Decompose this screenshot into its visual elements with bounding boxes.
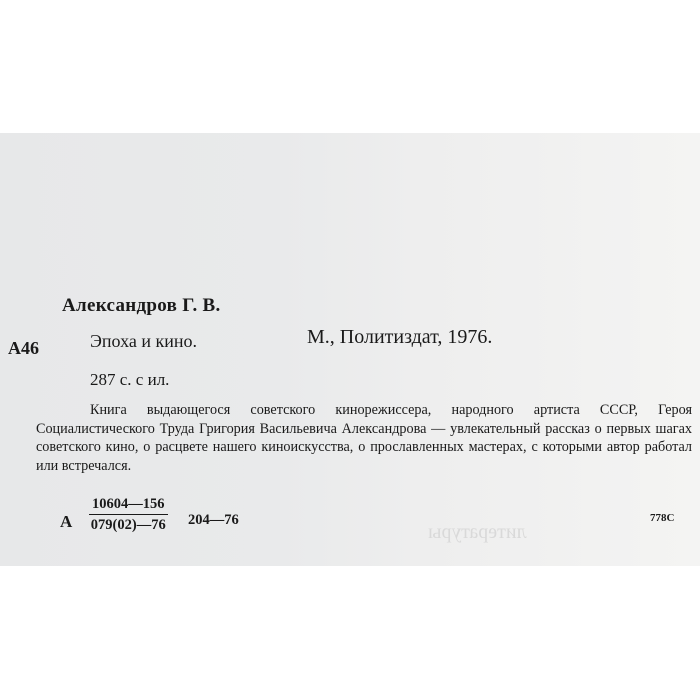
catalog-code: А46 <box>8 338 39 358</box>
book-title: Эпоха и кино. <box>90 331 197 351</box>
annotation-text: Книга выдающегося советского кинорежиссера, народного артиста СССР, Героя Социалистического Труда Григория Васильевича Александрова — увлекательный рассказ о первых шагах советского кино, о расцвете нашего киноискусства, о прославленных мастерах, с которыми автор работал или встречался. <box>36 402 692 474</box>
page-count: 287 с. с ил. <box>90 370 170 389</box>
catalog-card <box>0 133 700 566</box>
index-denominator: 079(02)—76 <box>89 514 168 534</box>
copyright-code: 778С <box>650 512 675 524</box>
index-letter: А <box>60 512 73 531</box>
annotation <box>36 401 692 475</box>
index-tail: 204—76 <box>188 512 239 528</box>
index-fraction <box>86 496 171 534</box>
index-numerator: 10604—156 <box>92 496 165 512</box>
author-name: Александров Г. В. <box>62 295 221 316</box>
bleed-through-text: литературы <box>428 521 527 543</box>
publication-imprint: М., Политиздат, 1976. <box>307 326 493 348</box>
